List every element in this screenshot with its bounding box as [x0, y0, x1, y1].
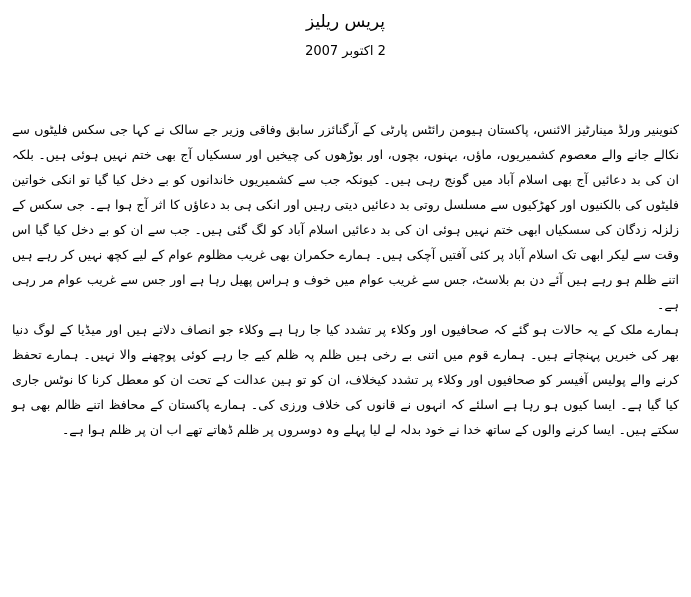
release-date: 2 اکتوبر 2007 [305, 44, 386, 59]
page-title: پریس ریلیز [306, 12, 385, 32]
paragraph-1: کنوینیر ورلڈ مینارٹیز الائنس، پاکستان ہیومن رائٹس پارٹی کے آرگنائزر سابق وفاقی وزیر جے سالک نے کہا جی سکس فلیٹوں سے نکالے جانے والے معصوم کشمیریوں، ماؤں، بہنوں، بچوں، اور بوڑھوں کی چیخیں اور سسکیاں آج بھی ختم نہیں ہوئی ہیں۔ بلکہ ان کی بد دعائیں آج بھی اسلام آباد میں گونج رہی ہیں۔ کیونکہ جب سے کشمیریوں خاندانوں کو بے دخل کیا گیا تو انکی خواتین فلیٹوں کی بالکنیوں اور کھڑکیوں سے مسلسل روتی بد دعائیں دیتی رہیں اور انکی ہی بد دعاؤں کا اثر آج ہوا ہے۔ جی سکس کے زلزلہ زدگان کی سسکیاں ابھی ختم نہیں ہوئی ان کی بد دعائیں اسلام آباد کو لگ گئی ہیں۔ جب سے ان کو بے دخل کیا گیا اس وقت سے لیکر ابھی تک اسلام آباد پر کئی آفتیں آچکی ہیں۔ ہمارے حکمران بھی غریب مظلوم عوام کے لیے کچھ نہیں کر رہے ہیں اتنے ظلم ہو رہے ہیں آئے دن بم بلاسٹ، جس سے غریب عوام میں خوف و ہراس پھیل رہا ہے اور جس سے غریب عوام مر رہی ہے۔ [12, 122, 679, 312]
paragraph-2: ہمارے ملک کے یہ حالات ہو گئے کہ صحافیوں اور وکلاء پر تشدد کیا جا رہا ہے وکلاء جو انصاف دلاتے ہیں اور میڈیا کے لوگ دنیا بھر کی خبریں پہنچاتے ہیں۔ ہمارے قوم میں اتنی بے رخی ہیں ظلم پہ ظلم کیے جا رہے کوئی پوچھنے والا نہیں۔ ہمارے تحفظ کرنے والے پولیس آفیسر کو صحافیوں اور وکلاء پر تشدد کیخلاف، ان کو تو ہین عدالت کے تحت ان کو معطل کرنا کا نوٹس جاری کیا گیا ہے۔ ایسا کیوں ہو رہا ہے اسلئے کہ انہوں نے قانوں کی خلاف ورزی کی۔ ہمارے پاکستان کے محافظ اتنے ظالم بھی ہو سکتے ہیں۔ ایسا کرنے والوں کے ساتھ خدا نے خود بدلہ لے لیا پہلے وہ دوسروں پر ظلم ڈھاتے تھے اب ان پر ظلم ہوا ہے۔ [12, 322, 679, 437]
body-text [12, 117, 679, 442]
